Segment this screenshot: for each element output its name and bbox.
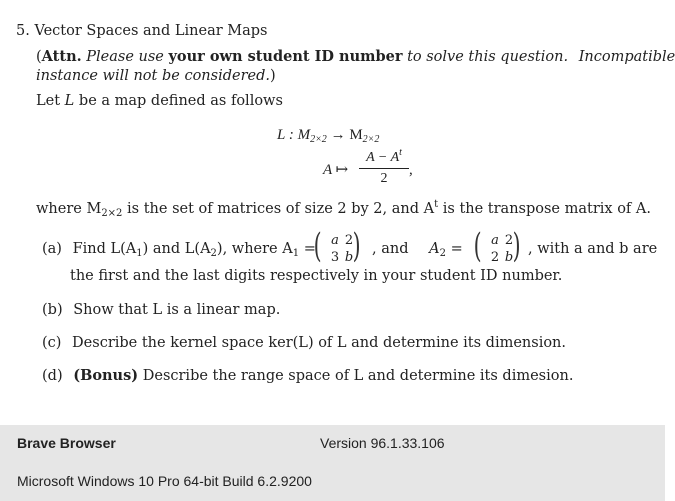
attention-note: (Attn. Please use your own student ID number to solve this question. Incompatible: [36, 48, 675, 65]
map-fraction: $A - A^t$ 2: [359, 150, 409, 187]
matrix-a1: ( a 2 3 b ): [313, 226, 361, 266]
part-a: (a) Find $L(A_1)$ and $L(A_2)$, where $A_1$ =: [42, 241, 316, 259]
attention-note-line2: instance will not be considered.): [36, 68, 276, 84]
part-a-with: , with a and b are: [528, 241, 658, 257]
map-definition: L : $M_{2\times 2} \to M_{2\times 2}$: [277, 127, 380, 145]
matrix-a2: ( a 2 2 b ): [473, 226, 521, 266]
os-info: Microsoft Windows 10 Pro 64-bit Build 6.2.9200: [17, 473, 312, 489]
maps-to: A ↦: [323, 162, 349, 178]
part-a-line2: the first and the last digits respectively in your student ID number.: [70, 268, 563, 284]
part-a-and: , and $A_2$ =: [372, 241, 463, 259]
part-d: (d) (Bonus) Describe the range space of L and determine its dimesion.: [42, 367, 574, 384]
problem-title: Vector Spaces and Linear Maps: [34, 23, 268, 39]
browser-version: Version 96.1.33.106: [320, 435, 445, 451]
attn-label: Attn.: [41, 48, 82, 65]
browser-name: Brave Browser: [17, 435, 116, 451]
part-b: (b) Show that L is a linear map.: [42, 302, 281, 318]
browser-info-footer: [0, 425, 665, 501]
problem-heading: [16, 22, 267, 40]
problem-number: 5.: [16, 23, 30, 39]
attn-bold: your own student ID number: [168, 48, 403, 65]
problem-document: 5. Vector Spaces and Linear Maps (Attn. Please use your own student ID number to solve this question. Incompatible instance will not be considered.) Let L be a map defined as follows L : $M_{2\times 2} \to M_{2\times 2}$ A ↦ $A - A^t$ 2 , where $M_{2\times 2}$ is the set of matrices of size 2 by 2, and $A^t$ is the transpose matrix of A. (a) Find $L(A_1)$ and $L(A_2)$, where $A_1$ = ( a 2 3 b ) , and $A_2$ = ( a 2 2 b ) , with a and b are the first and the last digits respectively in your student ID number. (b) Show that L is a linear map. (c) Describe the kernel space ker(L) of L and determine its dimension. (d) (Bonus) Describe the range space of L and determine its dimesion.: [0, 0, 665, 425]
bonus-label: (Bonus): [73, 367, 139, 384]
where-text: where $M_{2\times 2}$ is the set of matrices of size 2 by 2, and $A^t$ is the transpose matrix of A.: [36, 199, 651, 219]
part-c: (c) Describe the kernel space ker(L) of L and determine its dimension.: [42, 335, 567, 351]
intro-text: Let L be a map defined as follows: [36, 93, 283, 109]
